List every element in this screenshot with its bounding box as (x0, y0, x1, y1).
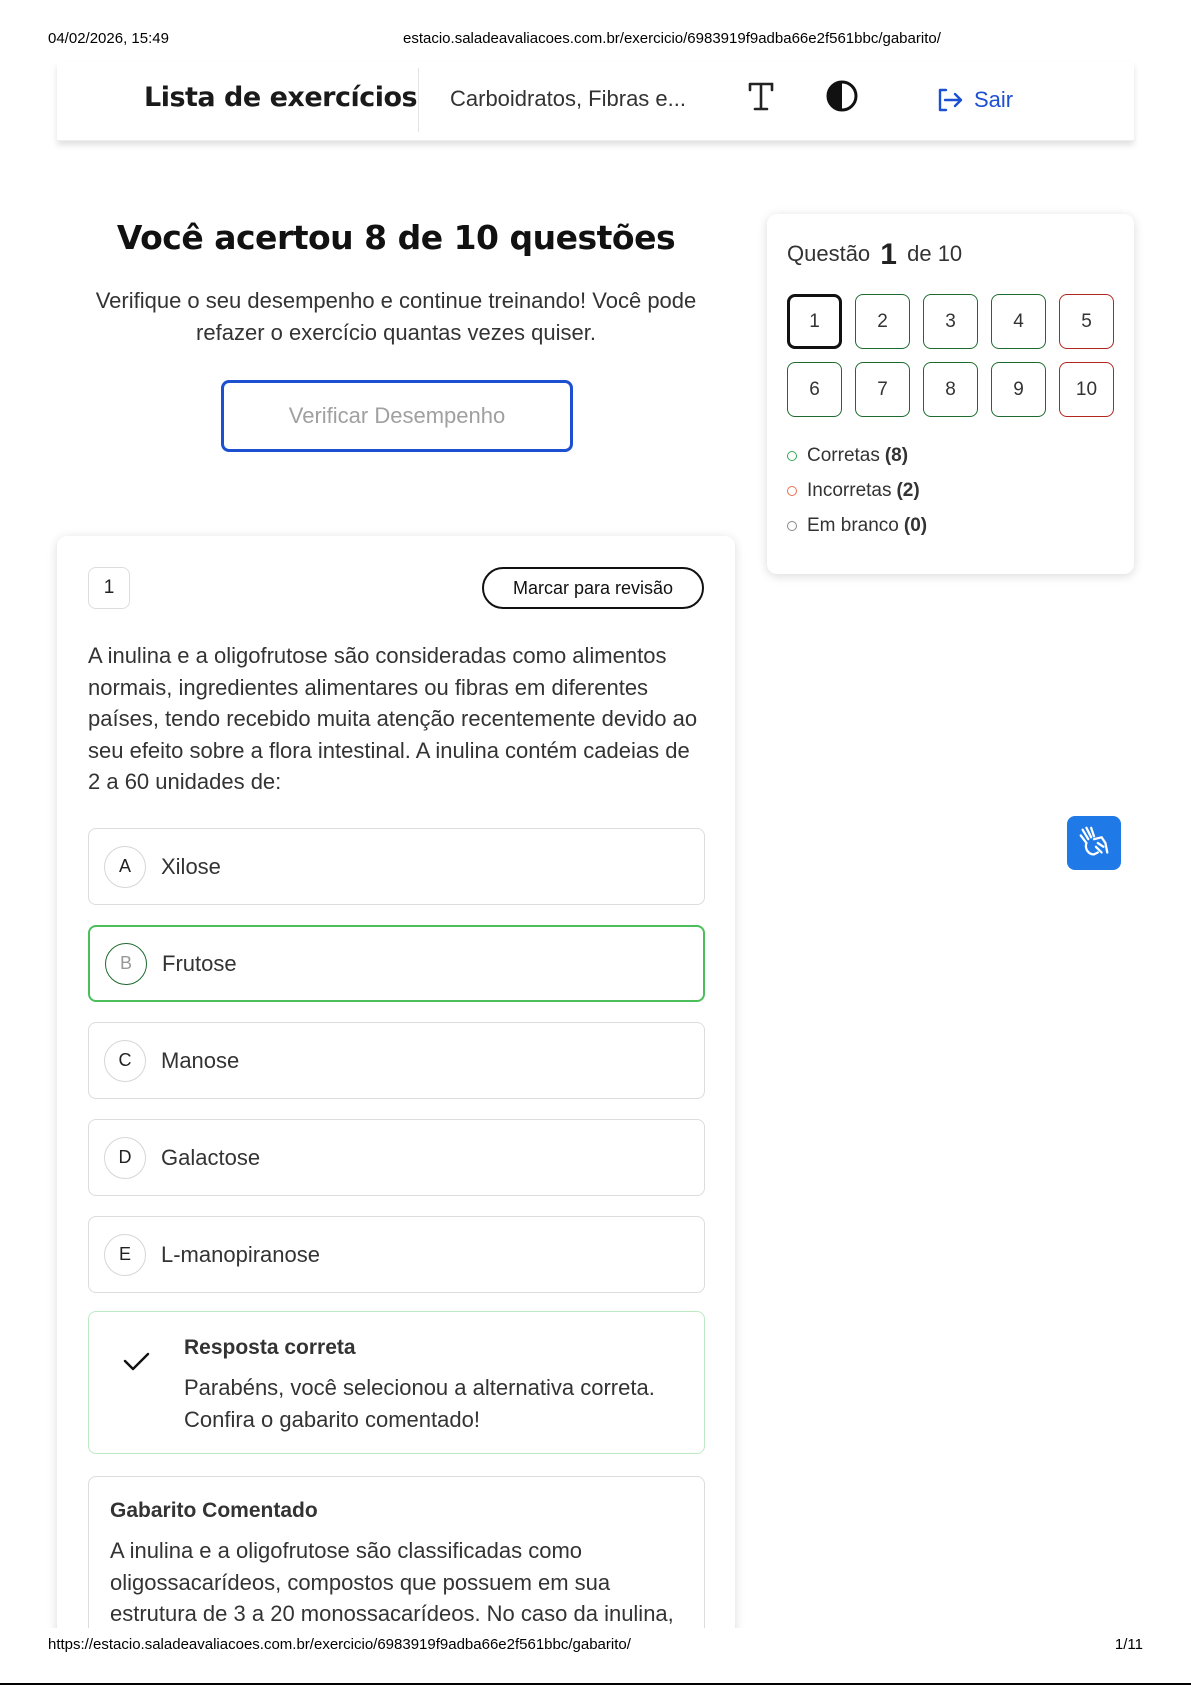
option-letter: E (104, 1234, 146, 1276)
print-footer (0, 1628, 1191, 1685)
question-button-8[interactable]: 8 (923, 362, 978, 417)
contrast-icon[interactable] (824, 78, 860, 114)
app-title: Lista de exercícios (144, 82, 418, 113)
current-question-number: 1 (880, 238, 897, 271)
legend-label: Corretas (807, 444, 880, 466)
question-button-1[interactable]: 1 (787, 294, 842, 349)
legend-count: (8) (884, 444, 909, 466)
legend-correct (787, 438, 927, 473)
print-url: estacio.saladeavaliacoes.com.br/exercicio/6983919f9adba66e2f561bbc/gabarito/ (403, 30, 941, 47)
option-text: L-manopiranose (161, 1241, 320, 1267)
check-icon (121, 1346, 151, 1376)
legend-count: (0) (903, 514, 928, 536)
option-e[interactable] (88, 1216, 705, 1293)
question-grid (787, 294, 1114, 417)
exercise-subject: Carboidratos, Fibras e... (450, 86, 686, 111)
incorrect-dot-icon (787, 486, 797, 496)
sign-language-icon (1075, 824, 1113, 862)
option-text: Frutose (162, 950, 237, 976)
question-statement: A inulina e a oligofrutose são consideradas como alimentos normais, ingredientes alimentares ou fibras em diferentes países, tendo recebido muita atenção recentemente devido ao seu efeito sobre a flora intestinal. A inulina contém cadeias de 2 a 60 unidades de: (88, 643, 698, 794)
print-datetime: 04/02/2026, 15:49 (48, 30, 169, 47)
option-text: Manose (161, 1047, 240, 1073)
option-d[interactable] (88, 1119, 705, 1196)
option-letter: B (105, 943, 147, 985)
status-legend (787, 438, 927, 543)
top-bar (57, 62, 1134, 141)
option-text: Xilose (161, 853, 221, 879)
logout-button[interactable] (934, 82, 1013, 118)
option-c[interactable] (88, 1022, 705, 1099)
explanation-title: Gabarito Comentado (110, 1499, 318, 1522)
option-letter: D (104, 1137, 146, 1179)
mark-for-review-button[interactable]: Marcar para revisão (482, 567, 704, 609)
legend-label: Incorretas (807, 479, 892, 501)
navigator-heading (787, 238, 962, 272)
question-button-7[interactable]: 7 (855, 362, 910, 417)
topbar-divider (418, 68, 419, 132)
print-footer-url: https://estacio.saladeavaliacoes.com.br/exercicio/6983919f9adba66e2f561bbc/gabarito/ (48, 1636, 631, 1653)
question-button-3[interactable]: 3 (923, 294, 978, 349)
option-a[interactable] (88, 828, 705, 905)
option-letter: C (104, 1040, 146, 1082)
question-button-10[interactable]: 10 (1059, 362, 1114, 417)
question-button-4[interactable]: 4 (991, 294, 1046, 349)
legend-blank (787, 508, 927, 543)
print-header (48, 30, 1143, 50)
legend-label: Em branco (807, 514, 899, 536)
logout-label: Sair (974, 87, 1014, 112)
question-button-6[interactable]: 6 (787, 362, 842, 417)
sign-language-button[interactable] (1067, 816, 1121, 870)
feedback-text: Parabéns, você selecionou a alternativa correta. Confira o gabarito comentado! (184, 1375, 655, 1432)
navigator-heading-prefix: Questão (787, 241, 871, 266)
question-button-2[interactable]: 2 (855, 294, 910, 349)
question-button-5[interactable]: 5 (1059, 294, 1114, 349)
logout-icon (934, 85, 964, 115)
result-text: Verifique o seu desempenho e continue treinando! Você pode refazer o exercício quantas vezes quiser. (95, 288, 697, 345)
legend-incorrect (787, 473, 927, 508)
blank-dot-icon (787, 521, 797, 531)
question-number-badge: 1 (88, 567, 130, 609)
option-b[interactable] (88, 925, 705, 1002)
result-title: Você acertou 8 de 10 questões (116, 218, 676, 257)
navigator-heading-suffix: de 10 (907, 241, 963, 266)
correct-dot-icon (787, 451, 797, 461)
option-letter: A (104, 846, 146, 888)
legend-count: (2) (896, 479, 920, 501)
verify-performance-button[interactable]: Verificar Desempenho (221, 380, 573, 452)
explanation-text: A inulina e a oligofrutose são classificadas como oligossacarídeos, compostos que possuem em sua estrutura de 3 a 20 monossacarídeos. No caso da inulina, (110, 1538, 674, 1626)
answer-options (88, 828, 705, 1313)
question-navigator (767, 214, 1134, 574)
font-size-icon[interactable] (741, 76, 781, 116)
question-card (57, 536, 735, 1685)
print-page-number: 1/11 (1114, 1636, 1143, 1653)
answer-feedback (88, 1311, 705, 1454)
option-text: Galactose (161, 1144, 261, 1170)
question-button-9[interactable]: 9 (991, 362, 1046, 417)
feedback-title: Resposta correta (184, 1336, 356, 1359)
